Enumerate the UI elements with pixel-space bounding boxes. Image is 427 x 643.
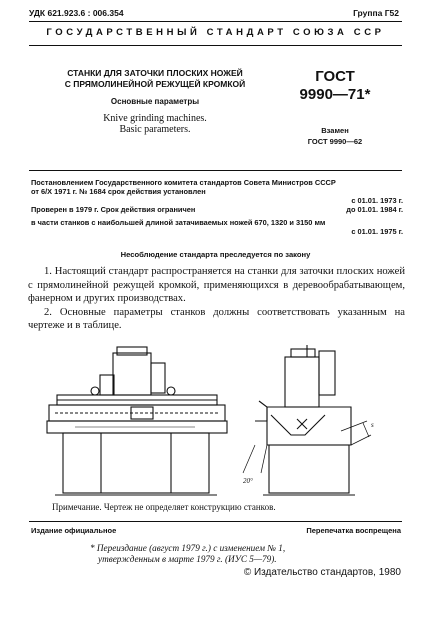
head-left-block bbox=[100, 375, 114, 395]
decree-date3: с 01.01. 1975 г. bbox=[351, 227, 403, 236]
top-rule bbox=[29, 21, 402, 22]
dimension-label: s bbox=[371, 421, 374, 429]
gost-label: ГОСТ bbox=[315, 68, 355, 85]
side-bed bbox=[269, 445, 349, 493]
replaces-value: ГОСТ 9990—62 bbox=[307, 137, 363, 146]
side-cap bbox=[291, 349, 315, 357]
title-en-line2: Basic parameters. bbox=[119, 124, 191, 135]
machine-bed bbox=[63, 433, 209, 493]
left-handwheel bbox=[91, 387, 99, 395]
state-standard-heading: ГОСУДАРСТВЕННЫЙ СТАНДАРТ СОЮЗА ССР bbox=[46, 27, 385, 38]
official-edition: Издание официальное bbox=[31, 526, 117, 535]
reissue-note bbox=[90, 543, 390, 565]
decree-line2: от 6/Х 1971 г. № 1684 срок действия установлен bbox=[31, 187, 206, 196]
reissue-line1: * Переиздание (август 1979 г.) с изменением № 1, bbox=[90, 543, 286, 553]
motor-housing bbox=[113, 353, 151, 395]
decree-date2: до 01.01. 1984 г. bbox=[346, 205, 403, 214]
title-ru-line2: С ПРЯМОЛИНЕЙНОЙ РЕЖУЩЕЙ КРОМКОЙ bbox=[64, 79, 246, 89]
replaces-label: Взамен bbox=[321, 126, 349, 135]
violation-notice: Несоблюдение стандарта преследуется по закону bbox=[120, 250, 311, 259]
title-block bbox=[40, 68, 270, 135]
front-view bbox=[47, 347, 227, 495]
right-handwheel bbox=[167, 387, 175, 395]
side-knife-seat bbox=[271, 415, 325, 435]
title-ru-line1: СТАНКИ ДЛЯ ЗАТОЧКИ ПЛОСКИХ НОЖЕЙ bbox=[67, 68, 243, 78]
side-view bbox=[243, 345, 371, 495]
subtitle-russian: Основные параметры bbox=[110, 97, 200, 106]
side-head bbox=[285, 357, 319, 407]
side-table bbox=[267, 407, 351, 445]
title-en-line1: Knive grinding machines. bbox=[103, 113, 207, 124]
decree-rule bbox=[29, 170, 402, 171]
decree-line3: в части станков с наибольшей длиной затачиваемых ножей 670, 1320 и 3150 мм bbox=[31, 218, 326, 227]
angle-label: 20° bbox=[243, 477, 253, 485]
group-code: Группа Г52 bbox=[353, 8, 399, 18]
machine-drawing bbox=[45, 345, 385, 503]
decree-block bbox=[31, 178, 403, 236]
body-text bbox=[28, 265, 405, 333]
drawing-note: Примечание. Чертеж не определяет конструкцию станков. bbox=[52, 502, 276, 512]
paragraph-2: 2. Основные параметры станков должны соответствовать указанным на чертеже и в таблице. bbox=[28, 306, 405, 331]
head-side bbox=[151, 363, 165, 393]
reprint-prohibited: Перепечатка воспрещена bbox=[306, 526, 401, 535]
side-motor bbox=[319, 351, 335, 395]
header-rule bbox=[29, 45, 402, 46]
side-crank bbox=[255, 401, 267, 421]
decree-line1: Постановлением Государственного комитета стандартов Совета Министров СССР bbox=[31, 178, 336, 187]
reissue-line2: утвержденным в марте 1979 г. (ИУС 5—79). bbox=[98, 554, 277, 564]
gost-number: 9990—71* bbox=[299, 86, 371, 103]
publisher-copyright: © Издательство стандартов, 1980 bbox=[243, 567, 401, 578]
motor-cap bbox=[117, 347, 147, 355]
decree-date1: с 01.01. 1973 г. bbox=[351, 196, 403, 205]
paragraph-1: 1. Настоящий стандарт распространяется на станки для заточки плоских ножей с прямолинейной режущей кромкой, применяющихся в деревообрабатывающем, фанерном и других производствах. bbox=[28, 266, 405, 304]
title-russian bbox=[40, 68, 270, 90]
udk-code: УДК 621.923.6 : 006.354 bbox=[29, 8, 124, 18]
gost-designation bbox=[285, 68, 385, 146]
decree-checked: Проверен в 1979 г. Срок действия ограничен bbox=[31, 205, 196, 214]
footer-rule bbox=[29, 521, 402, 522]
title-english bbox=[40, 113, 270, 135]
